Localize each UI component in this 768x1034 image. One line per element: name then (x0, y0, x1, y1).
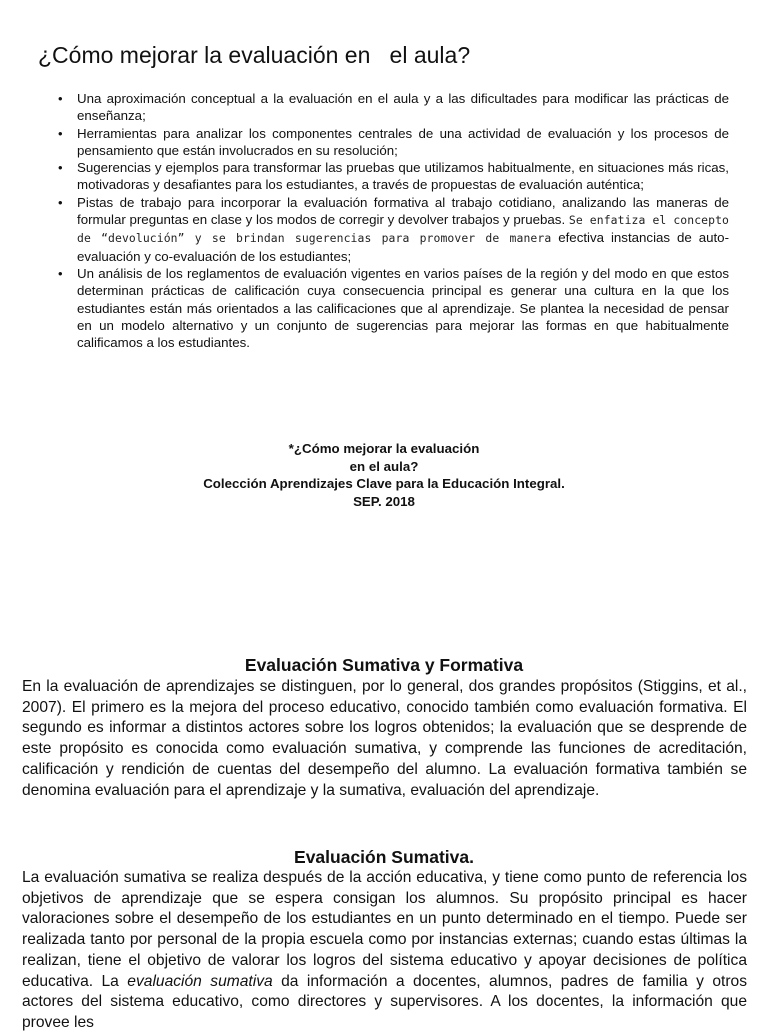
bullet-text: Sugerencias y ejemplos para transformar las pruebas que utilizamos habitualmente, en situaciones más ricas, motivadoras y desafiantes para los estudiantes, a través de propuestas de evaluación auténtica; (77, 160, 729, 193)
page-title: ¿Cómo mejorar la evaluación en el aula? (38, 42, 471, 68)
bullet-text: efectiva instancias de auto-evaluación y co-evaluación de los estudiantes; (77, 230, 729, 264)
list-item (77, 159, 729, 194)
bullet-text: Herramientas para analizar los componentes centrales de una actividad de evaluación y los procesos de pensamiento que están involucrados en su resolución; (77, 125, 729, 158)
paragraph-text: da información a docentes, alumnos, padres de familia y otros actores del sistema educativo, como directores y supervisores. A los docentes, la información que provee les (22, 972, 748, 1031)
emphasis-text: evaluación sumativa (127, 972, 273, 990)
bullet-text-monospace: Se enfatiza el concepto de “devolución” y se brindan sugerencias para promover de manera (77, 213, 730, 246)
citation-line: en el aula? (349, 458, 419, 474)
bullet-list (77, 90, 729, 351)
paragraph-text: La evaluación sumativa se realiza después de la acción educativa, y tiene como punto de referencia los objetivos de aprendizaje que se espera consigan los alumnos. Su propósito principal es hacer valoraciones sobre el desempeño de los estudiantes en un punto determinado en el tiempo. Puede ser realizada tanto por personal de la propia escuela como por instancias externas; cuando estas últimas la realizan, tiene el objetivo de valorar los logros del sistema educativo y apoyar decisiones de política educativa. La (22, 869, 747, 990)
paragraph-sumativa-formativa: En la evaluación de aprendizajes se distinguen, por lo general, dos grandes propósitos (Stiggins, et al., 2007). El primero es la mejora del proceso educativo, conocido también como evaluación formativa. El segundo es informar a distintos actores sobre los logros obtenidos; la evaluación que se desprende de este propósito es conocida como evaluación sumativa, y comprende las funciones de acreditación, calificación y rendición de cuentas del desempeño del alumno. La evaluación formativa también se denomina evaluación para el aprendizaje y la sumativa, evaluación del aprendizaje. (22, 678, 747, 799)
paragraph-sumativa (22, 868, 747, 1034)
bullet-text: Un análisis de los reglamentos de evaluación vigentes en varios países de la región y del modo en que estos determinan prácticas de calificación cuya consecuencia principal es generar una cultura en la que los estudiantes están más orientados a las calificaciones que al aprendizaje. Se plantea la necesidad de pensar en un modelo alternativo y un conjunto de sugerencias para mejorar las formas en que habitualmente calificamos a los estudiantes. (77, 265, 729, 351)
section-heading-sumativa: Evaluación Sumativa. (294, 847, 474, 867)
citation-line: Colección Aprendizajes Clave para la Educación Integral. (203, 476, 565, 491)
section-heading-sumativa-formativa: Evaluación Sumativa y Formativa (244, 655, 524, 675)
citation-line: SEP. 2018 (353, 493, 415, 509)
bullet-text: Una aproximación conceptual a la evaluación en el aula y a las dificultades para modificar las prácticas de enseñanza; (77, 91, 729, 124)
citation-line: *¿Cómo mejorar la evaluación (288, 441, 480, 456)
list-item (77, 90, 729, 125)
bullet-text: Pistas de trabajo para incorporar la evaluación formativa al trabajo cotidiano, analizando las maneras de formular preguntas en clase y los modos de corregir y devolver trabajos y pruebas. (77, 194, 729, 228)
list-item (77, 265, 729, 351)
list-item (77, 125, 729, 160)
list-item (77, 194, 729, 265)
citation-block (0, 440, 768, 510)
